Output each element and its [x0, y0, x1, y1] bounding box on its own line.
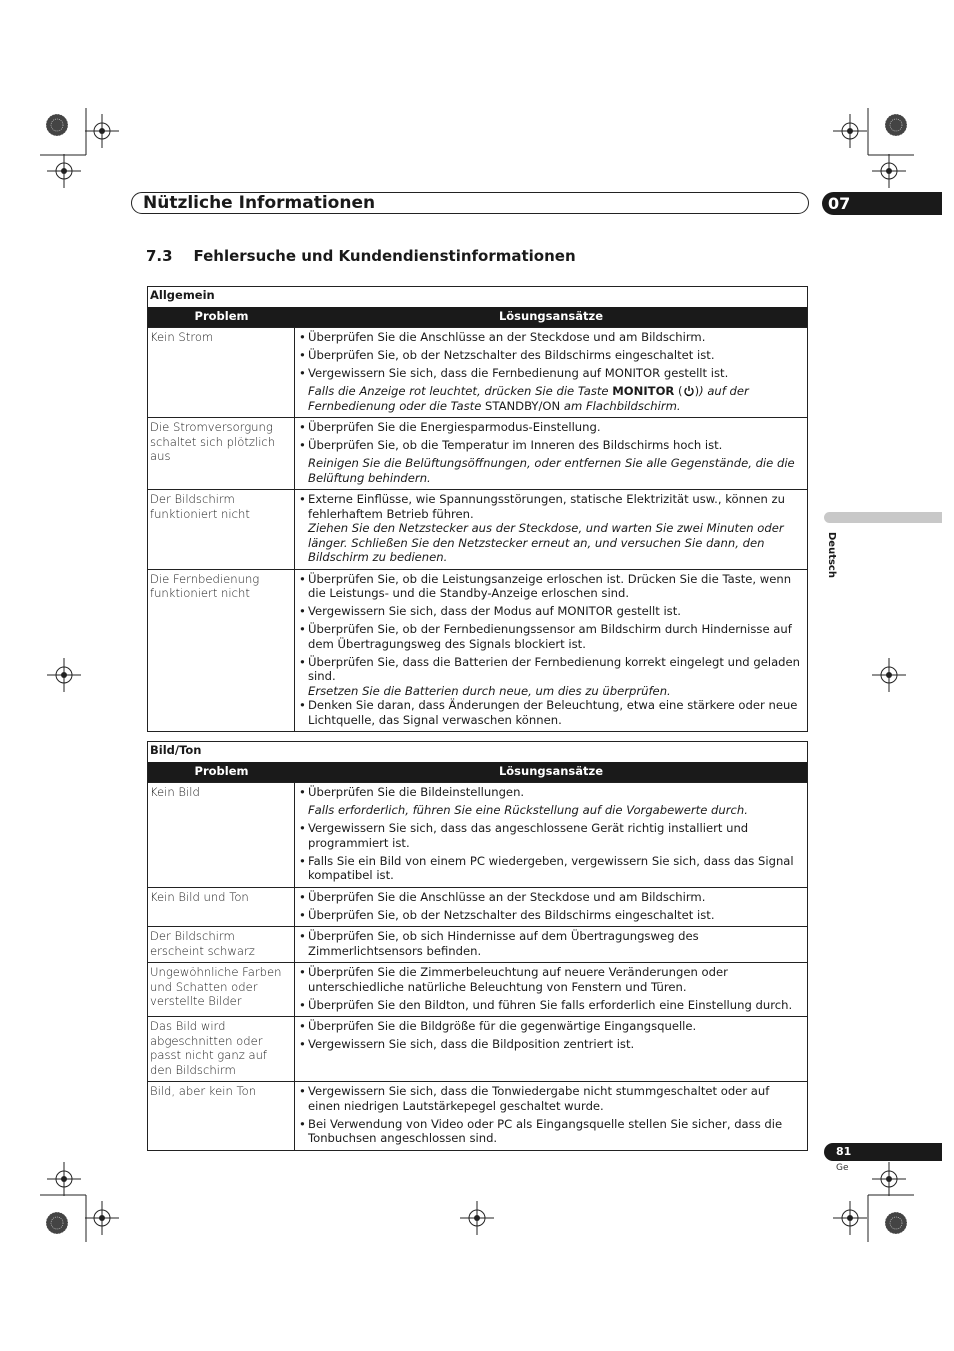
- solution-bullet: • Vergewissern Sie sich, dass die Tonwiedergabe nicht stummgeschaltet oder auf einen niedrigen Lautstärkepegel geschaltet wurde.: [299, 1084, 801, 1113]
- table-header-row: [148, 762, 807, 782]
- solution-bullet: • Denken Sie daran, dass Änderungen der Beleuchtung, etwa eine stärkere oder neue Lichtquelle, das Signal verwaschen können.: [299, 698, 801, 727]
- power-icon: [683, 385, 695, 397]
- chapter-title: Nützliche Informationen: [143, 193, 376, 213]
- table-title: Allgemein: [150, 288, 215, 302]
- solution-bullet: • Überprüfen Sie die Anschlüsse an der Steckdose und am Bildschirm.: [299, 890, 801, 905]
- solution-note: Ziehen Sie den Netzstecker aus der Steckdose, und warten Sie zwei Minuten oder länger. Schließen Sie den Netzstecker erneut an, und versuchen Sie dann, den Bildschirm zu bedienen.: [308, 521, 784, 564]
- solution-bullet: • Überprüfen Sie, ob die Temperatur im Inneren des Bildschirms hoch ist.: [299, 438, 801, 453]
- column-header-solution: Lösungsansätze: [498, 309, 604, 323]
- standby-key-label: STANDBY/ON: [485, 398, 561, 413]
- note-text: (: [674, 384, 683, 398]
- table-row: [148, 417, 807, 489]
- column-header-problem: Problem: [194, 309, 249, 323]
- problem-cell: Bild, aber kein Ton: [148, 1082, 295, 1150]
- table-row: [148, 327, 807, 417]
- solution-cell: [295, 1017, 807, 1081]
- table-row: [148, 569, 807, 732]
- troubleshooting-table-general: [147, 286, 808, 732]
- problem-cell: Das Bild wird abgeschnitten oder passt nicht ganz auf den Bildschirm: [148, 1017, 295, 1081]
- solution-cell: [295, 783, 807, 887]
- column-header-problem: Problem: [194, 764, 249, 778]
- language-side-tab: [824, 512, 942, 523]
- table-header-row: [148, 307, 807, 327]
- solution-cell: [295, 570, 807, 732]
- page-language-code: Ge: [836, 1163, 849, 1173]
- solution-bullet: • Überprüfen Sie die Bildeinstellungen.: [299, 785, 801, 800]
- solution-bullet: • Überprüfen Sie, ob der Fernbedienungssensor am Bildschirm durch Hindernisse auf dem Übertragungsweg des Signals blockiert ist.: [299, 622, 801, 651]
- problem-cell: Die Fernbedienung funktioniert nicht: [148, 570, 295, 732]
- note-text: am Flachbildschirm.: [560, 398, 681, 413]
- solution-bullet: • Falls Sie ein Bild von einem PC wiedergeben, vergewissern Sie sich, dass das Signal kompatibel ist.: [299, 854, 801, 883]
- solution-bullet: • Vergewissern Sie sich, dass die Fernbedienung auf MONITOR gestellt ist.: [299, 366, 801, 381]
- table-title: Bild/Ton: [150, 743, 202, 757]
- solution-bullet: • Vergewissern Sie sich, dass der Modus auf MONITOR gestellt ist.: [299, 604, 801, 619]
- problem-cell: Der Bildschirm funktioniert nicht: [148, 490, 295, 569]
- solution-bullet: • Vergewissern Sie sich, dass das angeschlossene Gerät richtig installiert und programmiert ist.: [299, 821, 801, 850]
- solution-bullet: • Überprüfen Sie, ob der Netzschalter des Bildschirms eingeschaltet ist.: [299, 348, 801, 363]
- solution-bullet: • Überprüfen Sie die Anschlüsse an der Steckdose und am Bildschirm.: [299, 330, 801, 345]
- solution-bullet: • Überprüfen Sie den Bildton, und führen Sie falls erforderlich eine Einstellung durch.: [299, 998, 801, 1013]
- solution-cell: [295, 888, 807, 927]
- monitor-key-label: MONITOR: [612, 384, 675, 398]
- problem-cell: Ungewöhnliche Farben und Schatten oder verstellte Bilder: [148, 963, 295, 1016]
- note-text: ) auf der Fernbedienung oder die Taste: [308, 384, 749, 413]
- table-row: [148, 489, 807, 569]
- solution-bullet: • Überprüfen Sie die Energiesparmodus-Einstellung.: [299, 420, 801, 435]
- solution-note: [299, 384, 801, 413]
- solution-cell: [295, 328, 807, 417]
- solution-bullet: • Überprüfen Sie die Zimmerbeleuchtung auf neuere Veränderungen oder unterschiedliche natürliche Beleuchtung von Fenstern und Türen.: [299, 965, 801, 994]
- solution-bullet: • Überprüfen Sie, ob sich Hindernisse auf dem Übertragungsweg des Zimmerlichtsensors befinden.: [299, 929, 801, 958]
- solution-note: Falls erforderlich, führen Sie eine Rückstellung auf die Vorgabewerte durch.: [308, 803, 748, 817]
- solution-cell: [295, 927, 807, 962]
- solution-bullet: • Überprüfen Sie, ob der Netzschalter des Bildschirms eingeschaltet ist.: [299, 908, 801, 923]
- table-row: [148, 1081, 807, 1150]
- page-number-badge: 81: [824, 1143, 942, 1161]
- table-row: [148, 1016, 807, 1081]
- column-header-solution: Lösungsansätze: [498, 764, 604, 778]
- problem-cell: Die Stromversorgung schaltet sich plötzlich aus: [148, 418, 295, 489]
- solution-bullet: • Externe Einflüsse, wie Spannungsstörungen, statische Elektrizität usw., können zu fehlerhaftem Betrieb führen.: [299, 492, 801, 521]
- troubleshooting-table-picture-sound: [147, 741, 808, 1151]
- chapter-number-badge: 07: [822, 192, 942, 215]
- solution-bullet: • Überprüfen Sie die Bildgröße für die gegenwärtige Eingangsquelle.: [299, 1019, 801, 1034]
- table-row: [148, 887, 807, 927]
- solution-cell: [295, 418, 807, 489]
- solution-cell: [295, 963, 807, 1016]
- problem-cell: Kein Bild: [148, 783, 295, 887]
- solution-bullet: • Vergewissern Sie sich, dass die Bildposition zentriert ist.: [299, 1037, 801, 1052]
- language-side-label: Deutsch: [826, 532, 837, 578]
- problem-cell: Der Bildschirm erscheint schwarz: [148, 927, 295, 962]
- solution-cell: [295, 1082, 807, 1150]
- note-text: ): [694, 384, 700, 398]
- table-row: [148, 782, 807, 887]
- solution-bullet: • Überprüfen Sie, dass die Batterien der Fernbedienung korrekt eingelegt und geladen sind.: [299, 655, 801, 684]
- table-row: [148, 962, 807, 1016]
- solution-note: Reinigen Sie die Belüftungsöffnungen, oder entfernen Sie alle Gegenstände, die die Belüftung behindern.: [308, 456, 795, 485]
- problem-cell: Kein Strom: [148, 328, 295, 417]
- solution-bullet: • Bei Verwendung von Video oder PC als Eingangsquelle stellen Sie sicher, dass die Tonbuchsen angeschlossen sind.: [299, 1117, 801, 1146]
- section-title: 7.3 Fehlersuche und Kundendienstinformationen: [146, 247, 576, 265]
- solution-bullet: • Überprüfen Sie, ob die Leistungsanzeige erloschen ist. Drücken Sie die Taste, wenn die Leistungs- und die Standby-Anzeige erloschen sind.: [299, 572, 801, 601]
- solution-note: Ersetzen Sie die Batterien durch neue, um dies zu überprüfen.: [308, 683, 671, 698]
- note-text: Falls die Anzeige rot leuchtet, drücken Sie die Taste: [308, 384, 613, 398]
- solution-cell: [295, 490, 807, 569]
- problem-cell: Kein Bild und Ton: [148, 888, 295, 927]
- table-row: [148, 926, 807, 962]
